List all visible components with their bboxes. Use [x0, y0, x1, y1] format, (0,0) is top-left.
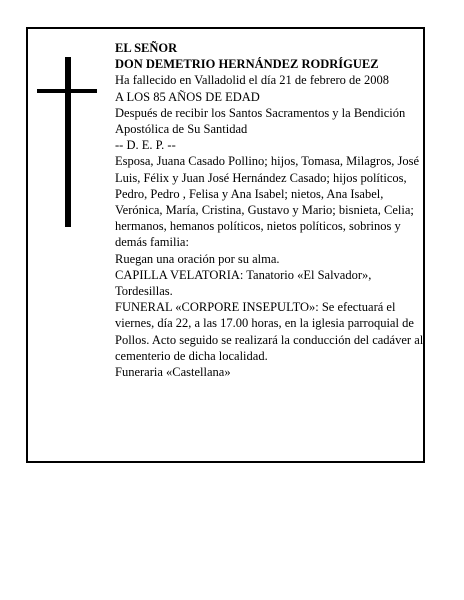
prayer-request: Ruegan una oración por su alma.: [115, 251, 280, 266]
title-line-1: EL SEÑOR: [115, 41, 178, 55]
deceased-name: DON DEMETRIO HERNÁNDEZ RODRÍGUEZ: [115, 57, 379, 72]
chapel-info: CAPILLA VELATORIA: Tanatorio «El Salvador», Tordesillas.: [115, 267, 372, 299]
funeral-home: Funeraria «Castellana»: [115, 365, 231, 380]
obituary-notice: [26, 27, 425, 463]
notice-text: [115, 40, 427, 380]
age-line: A LOS 85 AÑOS DE EDAD: [115, 89, 260, 104]
death-announcement: Ha fallecido en Valladolid el día 21 de febrero de 2008: [115, 73, 389, 88]
rip-line: -- D. E. P. --: [115, 138, 176, 153]
cross-icon: [37, 57, 97, 227]
cross-vertical-bar: [65, 57, 71, 227]
funeral-info: FUNERAL «CORPORE INSEPULTO»: Se efectuará el viernes, día 22, a las 17.00 horas, en la iglesia parroquial de Pollos. Acto seguido se realizará la conducción del cadáver al cementerio de dicha localidad.: [115, 300, 424, 363]
family-list: Esposa, Juana Casado Pollino; hijos, Tomasa, Milagros, José Luis, Félix y Juan José Hernández Casado; hijos políticos, Pedro, Pedro , Felisa y Ana Isabel; nietos, Ana Isabel, Verónica, María, Cristina, Gustavo y Mario; bisnieta, Celia; hermanos, hemanos políticos, nietos políticos, sobrinos y demás familia:: [115, 154, 420, 250]
sacraments-line: Después de recibir los Santos Sacramentos y la Bendición Apostólica de Su Santidad: [115, 105, 406, 137]
cross-horizontal-bar: [37, 89, 97, 93]
